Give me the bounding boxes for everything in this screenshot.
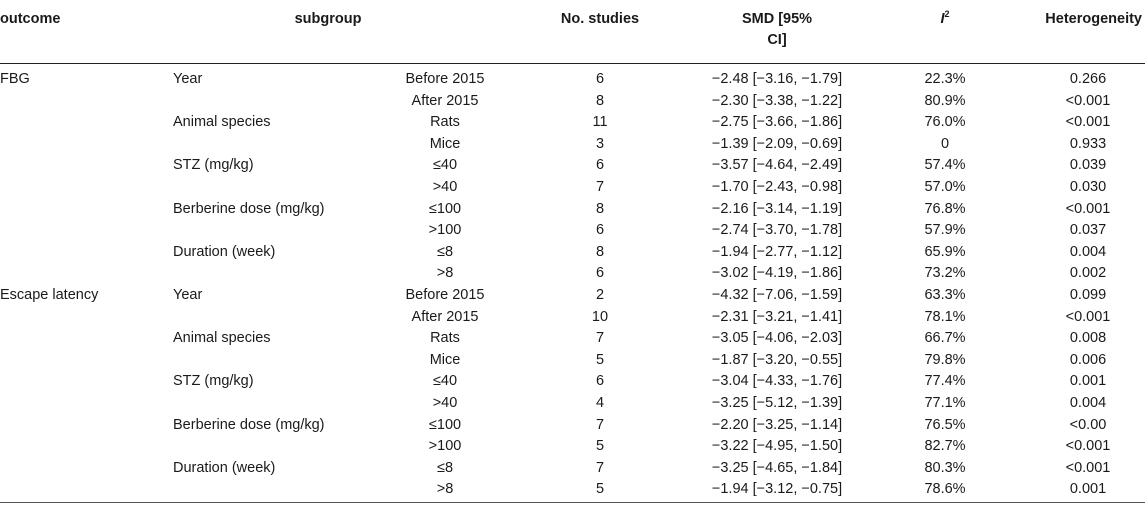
cell-heterogeneity: 0.004 <box>1069 395 1107 411</box>
cell-i2: 57.0% <box>924 179 966 195</box>
cell-heterogeneity: 0.006 <box>1069 351 1107 368</box>
cell-smd: −2.20 [−3.25, −1.14] <box>711 416 843 433</box>
cell-studies: 7 <box>595 416 605 433</box>
cell-i2: 0 <box>940 135 950 152</box>
cell-level: After 2015 <box>411 308 479 325</box>
cell-heterogeneity: 0.008 <box>1069 330 1107 347</box>
cell-studies: 11 <box>592 114 608 131</box>
cell-heterogeneity: 0.266 <box>1069 71 1107 87</box>
header-smd-line2: CI] <box>767 32 787 48</box>
cell-heterogeneity: 0.002 <box>1069 265 1107 282</box>
cell-i2: 79.8% <box>924 351 966 368</box>
cell-smd: −2.31 [−3.21, −1.41] <box>711 308 843 325</box>
cell-studies: 5 <box>595 438 605 455</box>
cell-level: >40 <box>432 179 458 195</box>
cell-studies: 7 <box>595 330 605 347</box>
cell-category: Year <box>173 71 203 87</box>
cell-smd: −1.94 [−2.77, −1.12] <box>711 243 843 260</box>
cell-smd: −1.94 [−3.12, −0.75] <box>711 481 843 498</box>
cell-studies: 7 <box>595 459 605 476</box>
cell-level: >100 <box>428 438 462 455</box>
cell-level: Mice <box>429 351 461 368</box>
cell-studies: 4 <box>595 395 605 411</box>
cell-i2: 82.7% <box>924 438 966 455</box>
cell-level: After 2015 <box>411 92 479 109</box>
header-i2-sup: 2 <box>944 9 950 19</box>
cell-smd: −1.39 [−2.09, −0.69] <box>711 135 843 152</box>
cell-studies: 7 <box>595 179 605 195</box>
cell-heterogeneity: <0.001 <box>1065 308 1111 325</box>
cell-studies: 6 <box>595 71 605 87</box>
cell-smd: −4.32 [−7.06, −1.59] <box>711 287 843 303</box>
cell-heterogeneity: 0.001 <box>1069 373 1107 390</box>
cell-studies: 5 <box>595 351 605 368</box>
header-heterogeneity: Heterogeneity <box>1045 11 1142 27</box>
header-outcome: outcome <box>0 11 61 27</box>
cell-studies: 6 <box>595 373 605 390</box>
cell-heterogeneity: 0.099 <box>1069 287 1107 303</box>
cell-smd: −2.75 [−3.66, −1.86] <box>711 114 843 131</box>
cell-category: Berberine dose (mg/kg) <box>173 416 325 433</box>
cell-level: ≤100 <box>428 200 462 217</box>
cell-i2: 22.3% <box>924 71 966 87</box>
cell-i2: 57.4% <box>924 157 966 174</box>
cell-level: >100 <box>428 222 462 239</box>
cell-studies: 5 <box>595 481 605 498</box>
cell-i2: 80.9% <box>924 92 966 109</box>
cell-level: ≤8 <box>436 459 454 476</box>
cell-i2: 77.1% <box>924 395 966 411</box>
cell-studies: 6 <box>595 265 605 282</box>
cell-i2: 66.7% <box>924 330 966 347</box>
cell-heterogeneity: 0.037 <box>1069 222 1107 239</box>
cell-i2: 73.2% <box>924 265 966 282</box>
cell-i2: 63.3% <box>924 287 966 303</box>
cell-category: Year <box>173 287 203 303</box>
cell-i2: 57.9% <box>924 222 966 239</box>
cell-level: Mice <box>429 135 461 152</box>
cell-smd: −2.74 [−3.70, −1.78] <box>711 222 843 239</box>
cell-smd: −3.57 [−4.64, −2.49] <box>711 157 843 174</box>
header-smd <box>742 9 812 51</box>
cell-heterogeneity: <0.001 <box>1065 92 1111 109</box>
cell-smd: −2.16 [−3.14, −1.19] <box>711 200 843 217</box>
header-i2-letter: I <box>940 11 945 27</box>
cell-smd: −2.30 [−3.38, −1.22] <box>711 92 843 109</box>
cell-outcome: Escape latency <box>0 287 99 303</box>
cell-level: Rats <box>430 330 460 347</box>
cell-studies: 3 <box>595 135 605 152</box>
cell-i2: 78.1% <box>924 308 966 325</box>
cell-i2: 76.8% <box>924 200 966 217</box>
cell-category: Duration (week) <box>173 243 276 260</box>
cell-category: STZ (mg/kg) <box>173 157 254 174</box>
cell-heterogeneity: 0.030 <box>1069 179 1107 195</box>
cell-smd: −2.48 [−3.16, −1.79] <box>711 71 843 87</box>
cell-category: Animal species <box>173 114 271 131</box>
cell-i2: 65.9% <box>924 243 966 260</box>
cell-level: ≤100 <box>428 416 462 433</box>
cell-smd: −3.25 [−4.65, −1.84] <box>711 459 843 476</box>
cell-smd: −3.25 [−5.12, −1.39] <box>711 395 843 411</box>
header-studies: No. studies <box>560 11 640 27</box>
cell-smd: −3.04 [−4.33, −1.76] <box>711 373 843 390</box>
cell-heterogeneity: 0.039 <box>1069 157 1107 174</box>
cell-studies: 8 <box>595 200 605 217</box>
cell-studies: 2 <box>595 287 605 303</box>
cell-studies: 8 <box>595 243 605 260</box>
cell-i2: 76.0% <box>924 114 966 131</box>
cell-smd: −3.02 [−4.19, −1.86] <box>711 265 843 282</box>
cell-heterogeneity: 0.004 <box>1069 243 1107 260</box>
cell-i2: 80.3% <box>924 459 966 476</box>
cell-level: >8 <box>436 265 454 282</box>
cell-smd: −3.22 [−4.95, −1.50] <box>711 438 843 455</box>
header-smd-line1: SMD [95% <box>741 11 813 27</box>
cell-heterogeneity: <0.00 <box>1069 416 1107 433</box>
cell-heterogeneity: 0.933 <box>1069 135 1107 152</box>
cell-heterogeneity: 0.001 <box>1069 481 1107 498</box>
cell-studies: 6 <box>595 222 605 239</box>
cell-level: ≤8 <box>436 243 454 260</box>
cell-category: Berberine dose (mg/kg) <box>173 200 325 217</box>
cell-level: ≤40 <box>432 373 458 390</box>
cell-studies: 6 <box>595 157 605 174</box>
cell-i2: 78.6% <box>924 481 966 498</box>
header-subgroup: subgroup <box>294 11 362 27</box>
cell-level: ≤40 <box>432 157 458 174</box>
cell-level: Rats <box>430 114 460 131</box>
header-rule <box>0 63 1145 64</box>
cell-heterogeneity: <0.001 <box>1065 114 1111 131</box>
cell-category: Duration (week) <box>173 459 276 476</box>
cell-level: Before 2015 <box>405 71 485 87</box>
cell-studies: 10 <box>591 308 609 325</box>
cell-heterogeneity: <0.001 <box>1065 200 1111 217</box>
cell-i2: 76.5% <box>924 416 966 433</box>
cell-smd: −1.87 [−3.20, −0.55] <box>711 351 843 368</box>
cell-level: Before 2015 <box>405 287 485 303</box>
cell-heterogeneity: <0.001 <box>1065 459 1111 476</box>
cell-outcome: FBG <box>0 71 30 87</box>
header-i2 <box>940 9 949 30</box>
cell-studies: 8 <box>595 92 605 109</box>
cell-category: Animal species <box>173 330 271 347</box>
cell-level: >8 <box>436 481 454 498</box>
cell-level: >40 <box>432 395 458 411</box>
cell-heterogeneity: <0.001 <box>1065 438 1111 455</box>
cell-category: STZ (mg/kg) <box>173 373 254 390</box>
bottom-rule <box>0 502 1145 503</box>
cell-i2: 77.4% <box>924 373 966 390</box>
cell-smd: −3.05 [−4.06, −2.03] <box>711 330 843 347</box>
cell-smd: −1.70 [−2.43, −0.98] <box>711 179 843 195</box>
